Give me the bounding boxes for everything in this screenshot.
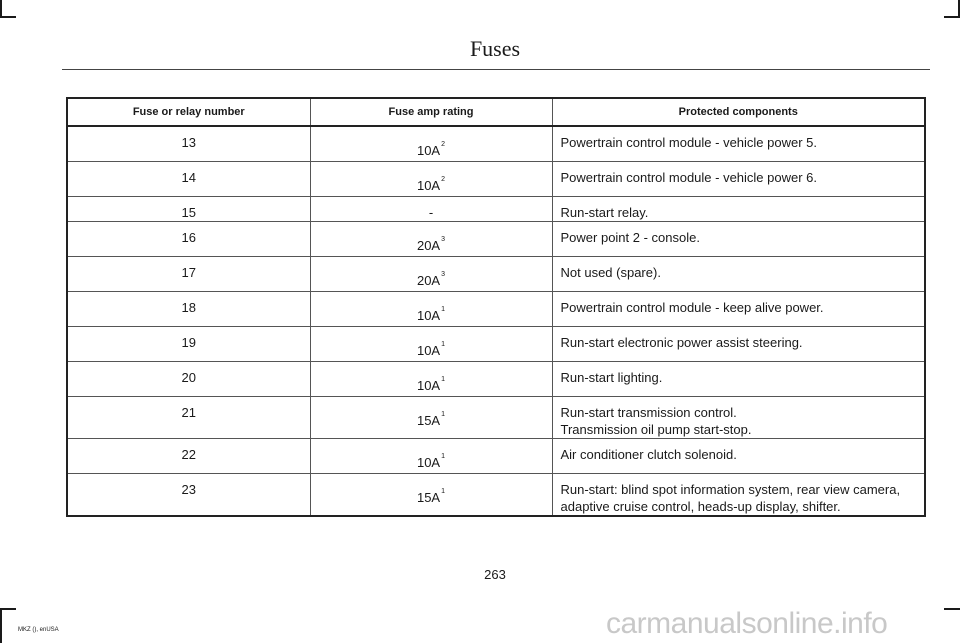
amp-value: 10A bbox=[416, 143, 441, 158]
table-row bbox=[67, 439, 925, 474]
amp-rating bbox=[311, 362, 552, 393]
amp-rating bbox=[311, 127, 552, 158]
fuse-number-cell bbox=[67, 222, 310, 257]
footnote-marker: 1 bbox=[441, 306, 446, 313]
footnote-marker: 3 bbox=[441, 236, 446, 243]
component-line: Air conditioner clutch solenoid. bbox=[560, 447, 737, 462]
table-header-row bbox=[67, 98, 925, 126]
protected-components-cell bbox=[552, 362, 925, 397]
fuse-number-cell bbox=[67, 292, 310, 327]
protected-components bbox=[553, 327, 925, 351]
title-rule bbox=[62, 69, 930, 70]
amp-rating bbox=[311, 222, 552, 253]
fuse-number: 15 bbox=[181, 205, 196, 220]
protected-components bbox=[553, 257, 925, 281]
fuse-number: 21 bbox=[181, 405, 196, 420]
table-row bbox=[67, 257, 925, 292]
fuse-number: 16 bbox=[181, 230, 196, 245]
amp-rating-cell bbox=[310, 126, 552, 162]
component-line: Run-start electronic power assist steering. bbox=[560, 335, 803, 350]
fuse-number: 13 bbox=[181, 135, 196, 150]
fuse-number: 18 bbox=[181, 300, 196, 315]
protected-components bbox=[553, 292, 925, 316]
table-row bbox=[67, 327, 925, 362]
protected-components bbox=[553, 127, 925, 151]
fuse-number-cell bbox=[67, 474, 310, 517]
fuse-table-body bbox=[67, 126, 925, 516]
protected-components-cell bbox=[552, 439, 925, 474]
amp-value: 15A bbox=[416, 413, 441, 428]
page-number: 263 bbox=[484, 567, 506, 582]
fuse-number: 19 bbox=[181, 335, 196, 350]
crop-mark-top-right-h bbox=[944, 16, 960, 18]
protected-components bbox=[553, 197, 925, 221]
amp-rating bbox=[311, 439, 552, 470]
protected-components-cell bbox=[552, 126, 925, 162]
fuse-number-cell bbox=[67, 327, 310, 362]
amp-value: 20A bbox=[416, 273, 441, 288]
protected-components bbox=[553, 474, 925, 515]
protected-components-cell bbox=[552, 327, 925, 362]
crop-mark-top-left bbox=[0, 0, 2, 16]
component-line: Run-start: blind spot information system, rear view camera, bbox=[560, 482, 901, 497]
fuse-number-cell bbox=[67, 397, 310, 439]
footnote-marker: 1 bbox=[441, 376, 446, 383]
amp-rating bbox=[311, 257, 552, 288]
protected-components-cell bbox=[552, 474, 925, 517]
fuse-number-cell bbox=[67, 197, 310, 222]
amp-rating-cell bbox=[310, 397, 552, 439]
fuse-number: 23 bbox=[181, 482, 196, 497]
fuse-number: 20 bbox=[181, 370, 196, 385]
amp-value: 10A bbox=[416, 343, 441, 358]
table-row bbox=[67, 162, 925, 197]
component-line: Powertrain control module - keep alive power. bbox=[560, 300, 824, 315]
protected-components bbox=[553, 162, 925, 186]
crop-mark-top-left-h bbox=[0, 16, 16, 18]
amp-rating-cell bbox=[310, 257, 552, 292]
fuse-number: 22 bbox=[181, 447, 196, 462]
protected-components-cell bbox=[552, 222, 925, 257]
component-line: Run-start transmission control. bbox=[560, 405, 737, 420]
crop-mark-bottom-left-h bbox=[0, 608, 16, 610]
protected-components-cell bbox=[552, 197, 925, 222]
amp-rating bbox=[311, 397, 552, 428]
amp-rating bbox=[311, 197, 552, 220]
amp-value: 15A bbox=[416, 490, 441, 505]
footnote-marker: 1 bbox=[441, 411, 446, 418]
component-line: Powertrain control module - vehicle power 6. bbox=[560, 170, 818, 185]
component-line: Transmission oil pump start-stop. bbox=[560, 422, 752, 437]
amp-rating-cell bbox=[310, 439, 552, 474]
amp-rating bbox=[311, 292, 552, 323]
component-line: Run-start relay. bbox=[560, 205, 649, 220]
amp-rating-cell bbox=[310, 162, 552, 197]
amp-rating-cell bbox=[310, 222, 552, 257]
document-id: MKZ (), enUSA bbox=[18, 627, 59, 633]
protected-components bbox=[553, 397, 925, 438]
crop-mark-bottom-left bbox=[0, 608, 2, 643]
fuse-number-cell bbox=[67, 439, 310, 474]
amp-value: 10A bbox=[416, 378, 441, 393]
table-row bbox=[67, 126, 925, 162]
watermark: carmanualsonline.info bbox=[606, 607, 888, 640]
fuse-number: 17 bbox=[181, 265, 196, 280]
fuse-number: 14 bbox=[181, 170, 196, 185]
component-line: adaptive cruise control, heads-up display, shifter. bbox=[560, 499, 841, 514]
fuse-number-cell bbox=[67, 162, 310, 197]
fuse-number-cell bbox=[67, 257, 310, 292]
amp-rating bbox=[311, 327, 552, 358]
footnote-marker: 2 bbox=[441, 176, 446, 183]
column-header-amp-rating: Fuse amp rating bbox=[310, 98, 552, 126]
table-row bbox=[67, 397, 925, 439]
page-title: Fuses bbox=[469, 36, 521, 61]
table-row bbox=[67, 292, 925, 327]
protected-components-cell bbox=[552, 257, 925, 292]
component-line: Powertrain control module - vehicle power 5. bbox=[560, 135, 818, 150]
amp-rating bbox=[311, 474, 552, 505]
amp-value: 20A bbox=[416, 238, 441, 253]
amp-rating-cell bbox=[310, 474, 552, 517]
table-row bbox=[67, 474, 925, 517]
fuse-number-cell bbox=[67, 126, 310, 162]
protected-components bbox=[553, 439, 925, 463]
amp-rating-cell bbox=[310, 292, 552, 327]
component-line: Run-start lighting. bbox=[560, 370, 663, 385]
footnote-marker: 1 bbox=[441, 453, 446, 460]
footnote-marker: 1 bbox=[441, 341, 446, 348]
column-header-fuse-number: Fuse or relay number bbox=[67, 98, 310, 126]
fuse-table bbox=[66, 97, 926, 517]
table-row bbox=[67, 222, 925, 257]
amp-value: 10A bbox=[416, 178, 441, 193]
amp-rating-cell bbox=[310, 362, 552, 397]
table-row bbox=[67, 197, 925, 222]
column-header-protected-components: Protected components bbox=[552, 98, 925, 126]
amp-rating-cell bbox=[310, 197, 552, 222]
protected-components bbox=[553, 362, 925, 386]
footnote-marker: 2 bbox=[441, 141, 446, 148]
amp-value: 10A bbox=[416, 308, 441, 323]
protected-components-cell bbox=[552, 292, 925, 327]
amp-rating bbox=[311, 162, 552, 193]
component-line: Power point 2 - console. bbox=[560, 230, 700, 245]
footnote-marker: 1 bbox=[441, 488, 446, 495]
protected-components bbox=[553, 222, 925, 246]
fuse-number-cell bbox=[67, 362, 310, 397]
protected-components-cell bbox=[552, 162, 925, 197]
amp-value: 10A bbox=[416, 455, 441, 470]
amp-value: - bbox=[428, 205, 434, 220]
component-line: Not used (spare). bbox=[560, 265, 661, 280]
amp-rating-cell bbox=[310, 327, 552, 362]
table-row bbox=[67, 362, 925, 397]
protected-components-cell bbox=[552, 397, 925, 439]
footnote-marker: 3 bbox=[441, 271, 446, 278]
